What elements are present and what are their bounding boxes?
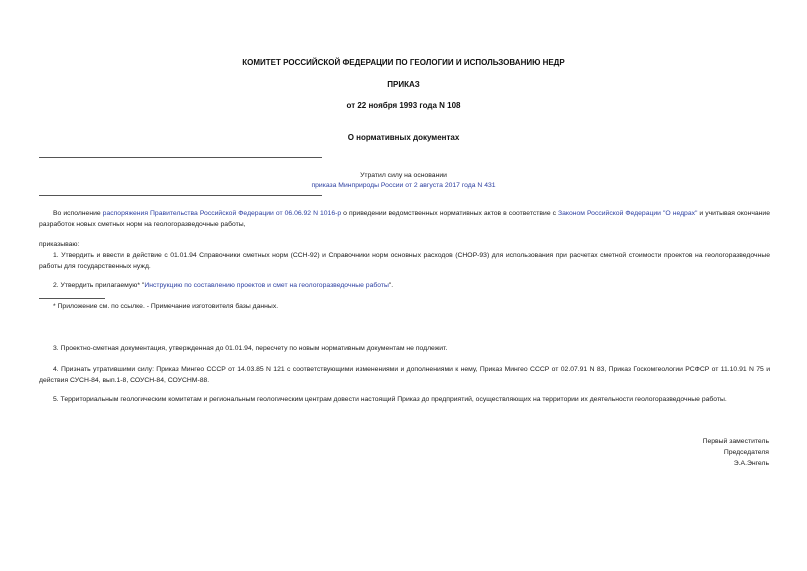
committee-title: КОМИТЕТ РОССИЙСКОЙ ФЕДЕРАЦИИ ПО ГЕОЛОГИИ И ИСПОЛЬЗОВАНИЮ НЕДР bbox=[242, 58, 565, 67]
footnote-divider bbox=[39, 298, 105, 299]
item-3: 3. Проектно-сметная документация, утвержденная до 01.01.94, пересчету по новым нормативным документам не подлежит. bbox=[53, 345, 448, 352]
doc-type-title: ПРИКАЗ bbox=[387, 80, 420, 89]
signature-block bbox=[703, 436, 769, 469]
item-2-suffix: ". bbox=[388, 282, 394, 289]
item-2-prefix: 2. Утвердить прилагаемую* " bbox=[53, 282, 145, 289]
item-5: 5. Территориальным геологическим комитетам и региональным геологическим центрам довести настоящий Приказ до предприятий, осуществляющих на территории их деятельности геологоразведочные работы. bbox=[53, 396, 727, 403]
status-note-line: Утратил силу на основании bbox=[360, 172, 447, 179]
government-order-link[interactable]: распоряжения Правительства Российской Федерации от 06.06.92 N 1016-р bbox=[102, 210, 342, 217]
status-note-link-wrap bbox=[0, 181, 807, 190]
instruction-link[interactable]: Инструкцию по составлению проектов и смет на геологоразведочные работы bbox=[144, 282, 389, 289]
intro-text-2: о приведении ведомственных нормативных актов в соответствие с bbox=[341, 210, 559, 217]
order-word: приказываю: bbox=[39, 241, 80, 248]
date-number: от 22 ноября 1993 года N 108 bbox=[346, 101, 461, 110]
divider-top bbox=[39, 157, 322, 158]
footnote: * Приложение см. по ссылке. - Примечание изготовителя базы данных. bbox=[53, 303, 279, 310]
intro-text-1: Во исполнение bbox=[53, 210, 103, 217]
item-2 bbox=[53, 281, 393, 290]
signature-position: Первый заместитель bbox=[702, 438, 769, 445]
item-4: 4. Признать утратившими силу: Приказ Мингео СССР от 14.03.85 N 121 с соответствующими изменениями и дополнениями к нему, Приказ Мингео СССР от 02.07.91 N 83, Приказ Госкомгеологии РСФСР от 11.10.91 N 75 и действия СУСН-84, вып.1-8, СОУСН-84, СОУСНМ-88. bbox=[39, 366, 770, 384]
intro-paragraph bbox=[39, 208, 770, 230]
signature-name: Э.А.Энгель bbox=[733, 460, 769, 467]
subject-title: О нормативных документах bbox=[347, 133, 460, 142]
status-note-link[interactable]: приказа Минприроды России от 2 августа 2017 года N 431 bbox=[311, 182, 496, 189]
item-1: 1. Утвердить и ввести в действие с 01.01.94 Справочники сметных норм (ССН-92) и Справочники норм основных расходов (СНОР-93) для использования при расчетах сметной стоимости проектов на геологоразведочные работы для государственных нужд. bbox=[39, 252, 770, 270]
intro-text-3: и учитывая окончание разработок новых сметных норм на геологоразведочные работы, bbox=[39, 210, 770, 228]
divider-bottom bbox=[39, 195, 322, 196]
subsoil-law-link[interactable]: Законом Российской Федерации "О недрах" bbox=[558, 210, 698, 217]
signature-title: Председателя bbox=[723, 449, 769, 456]
